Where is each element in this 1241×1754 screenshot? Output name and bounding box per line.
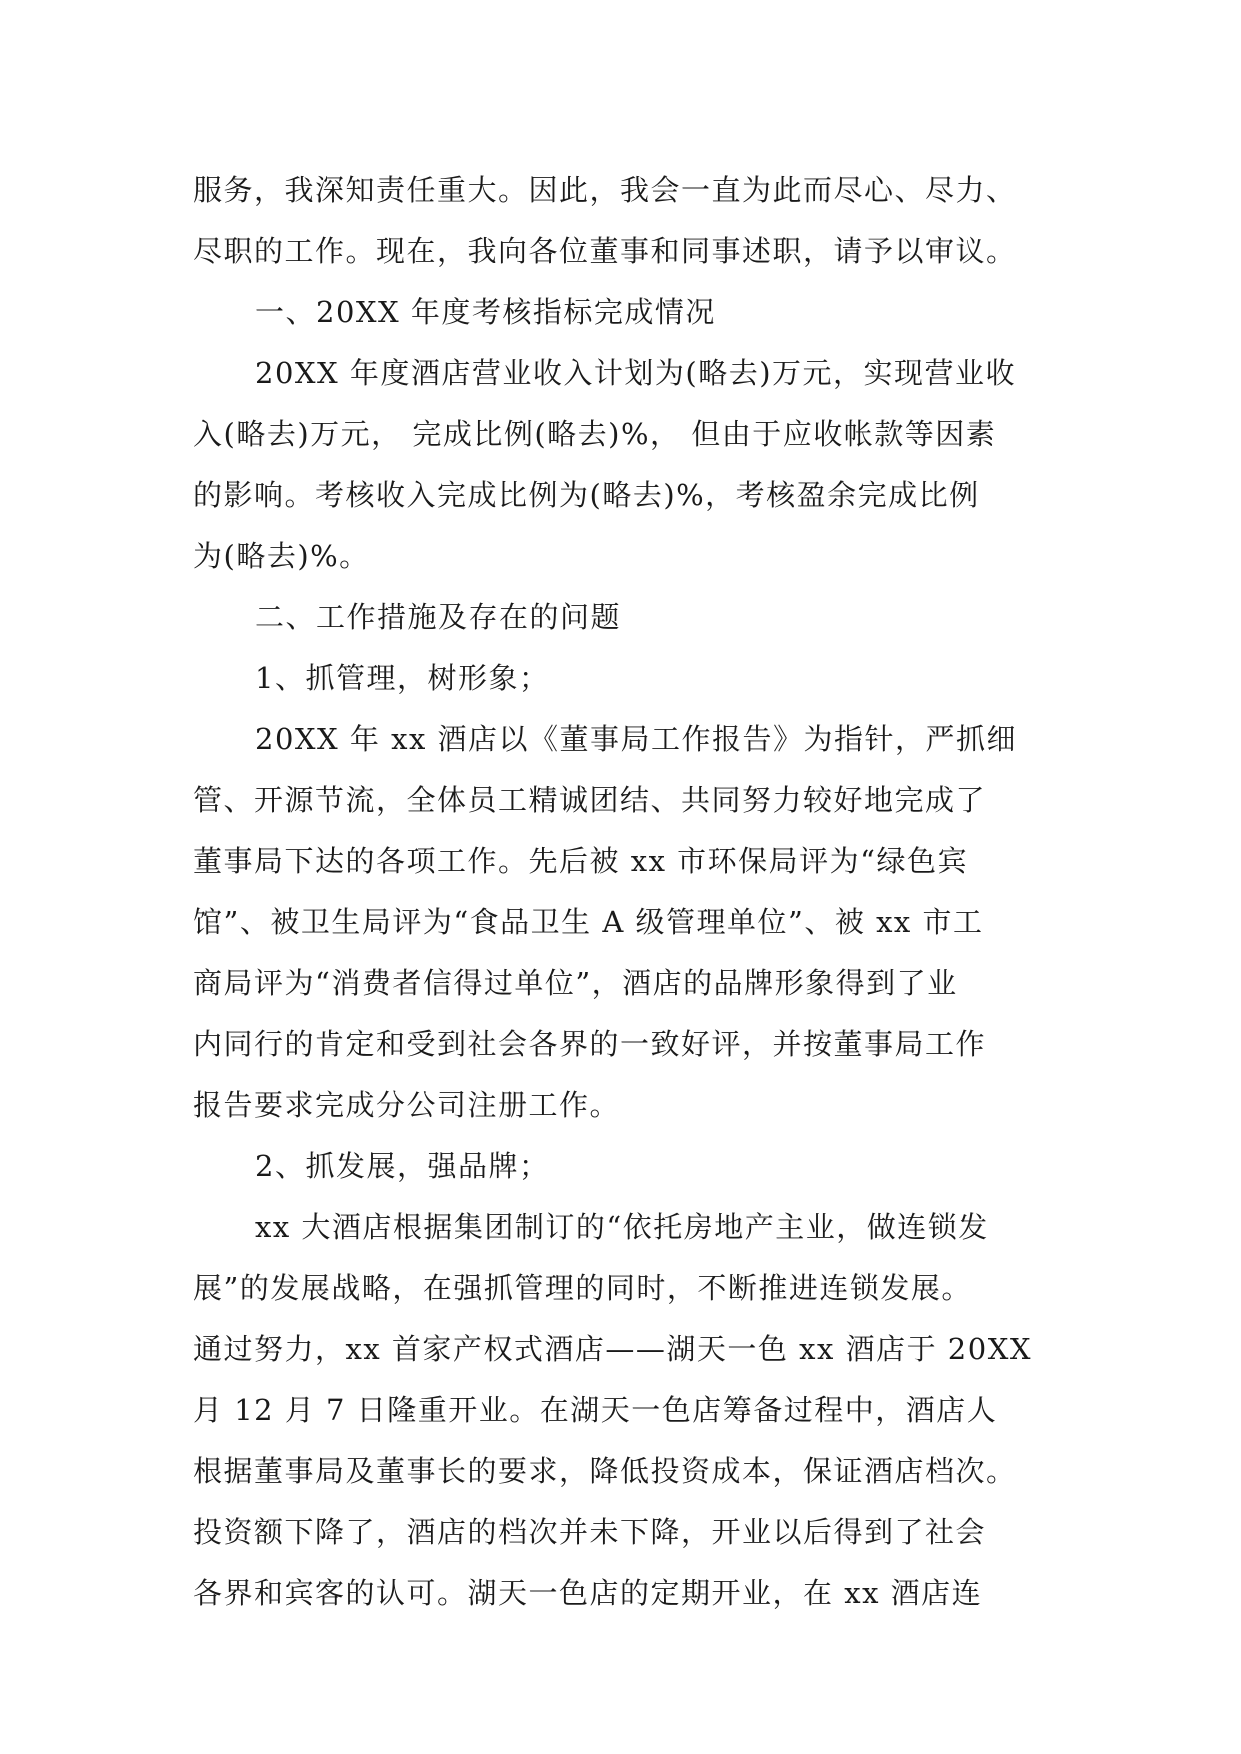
text-line: 入(略去)万元， 完成比例(略去)%， 但由于应收帐款等因素 bbox=[193, 417, 997, 451]
text-line: 2、抓发展，强品牌； bbox=[255, 1149, 550, 1183]
text-line: 根据董事局及董事长的要求，降低投资成本，保证酒店档次。 bbox=[193, 1454, 1017, 1488]
text-line: 管、开源节流，全体员工精诚团结、共同努力较好地完成了 bbox=[193, 783, 987, 817]
text-line: 馆”、被卫生局评为“食品卫生 A 级管理单位”、被 xx 市工 bbox=[193, 905, 984, 939]
text-line: xx 大酒店根据集团制订的“依托房地产主业，做连锁发 bbox=[255, 1210, 989, 1244]
text-line: 1、抓管理，树形象； bbox=[255, 661, 550, 695]
text-line: 通过努力，xx 首家产权式酒店——湖天一色 xx 酒店于 20XX bbox=[193, 1332, 1032, 1366]
text-line: 投资额下降了，酒店的档次并未下降，开业以后得到了社会 bbox=[193, 1515, 987, 1549]
text-line: 各界和宾客的认可。湖天一色店的定期开业，在 xx 酒店连 bbox=[193, 1576, 983, 1610]
text-line: 服务，我深知责任重大。因此，我会一直为此而尽心、尽力、 bbox=[193, 173, 1017, 207]
text-line: 商局评为“消费者信得过单位”，酒店的品牌形象得到了业 bbox=[193, 966, 958, 1000]
text-line: 尽职的工作。现在，我向各位董事和同事述职，请予以审议。 bbox=[193, 234, 1017, 268]
text-line: 一、20XX 年度考核指标完成情况 bbox=[255, 295, 716, 329]
text-line: 为(略去)%。 bbox=[193, 539, 370, 573]
text-line: 董事局下达的各项工作。先后被 xx 市环保局评为“绿色宾 bbox=[193, 844, 968, 878]
text-line: 的影响。考核收入完成比例为(略去)%，考核盈余完成比例 bbox=[193, 478, 980, 512]
body-text bbox=[193, 160, 1053, 1624]
text-line: 二、工作措施及存在的问题 bbox=[255, 600, 622, 634]
text-line: 20XX 年 xx 酒店以《董事局工作报告》为指针，严抓细 bbox=[255, 722, 1018, 756]
text-line: 报告要求完成分公司注册工作。 bbox=[193, 1088, 621, 1122]
text-line: 内同行的肯定和受到社会各界的一致好评，并按董事局工作 bbox=[193, 1027, 987, 1061]
text-line: 20XX 年度酒店营业收入计划为(略去)万元，实现营业收 bbox=[255, 356, 1017, 390]
text-line: 展”的发展战略，在强抓管理的同时，不断推进连锁发展。 bbox=[193, 1271, 972, 1305]
text-line: 月 12 月 7 日隆重开业。在湖天一色店筹备过程中，酒店人 bbox=[193, 1393, 998, 1427]
